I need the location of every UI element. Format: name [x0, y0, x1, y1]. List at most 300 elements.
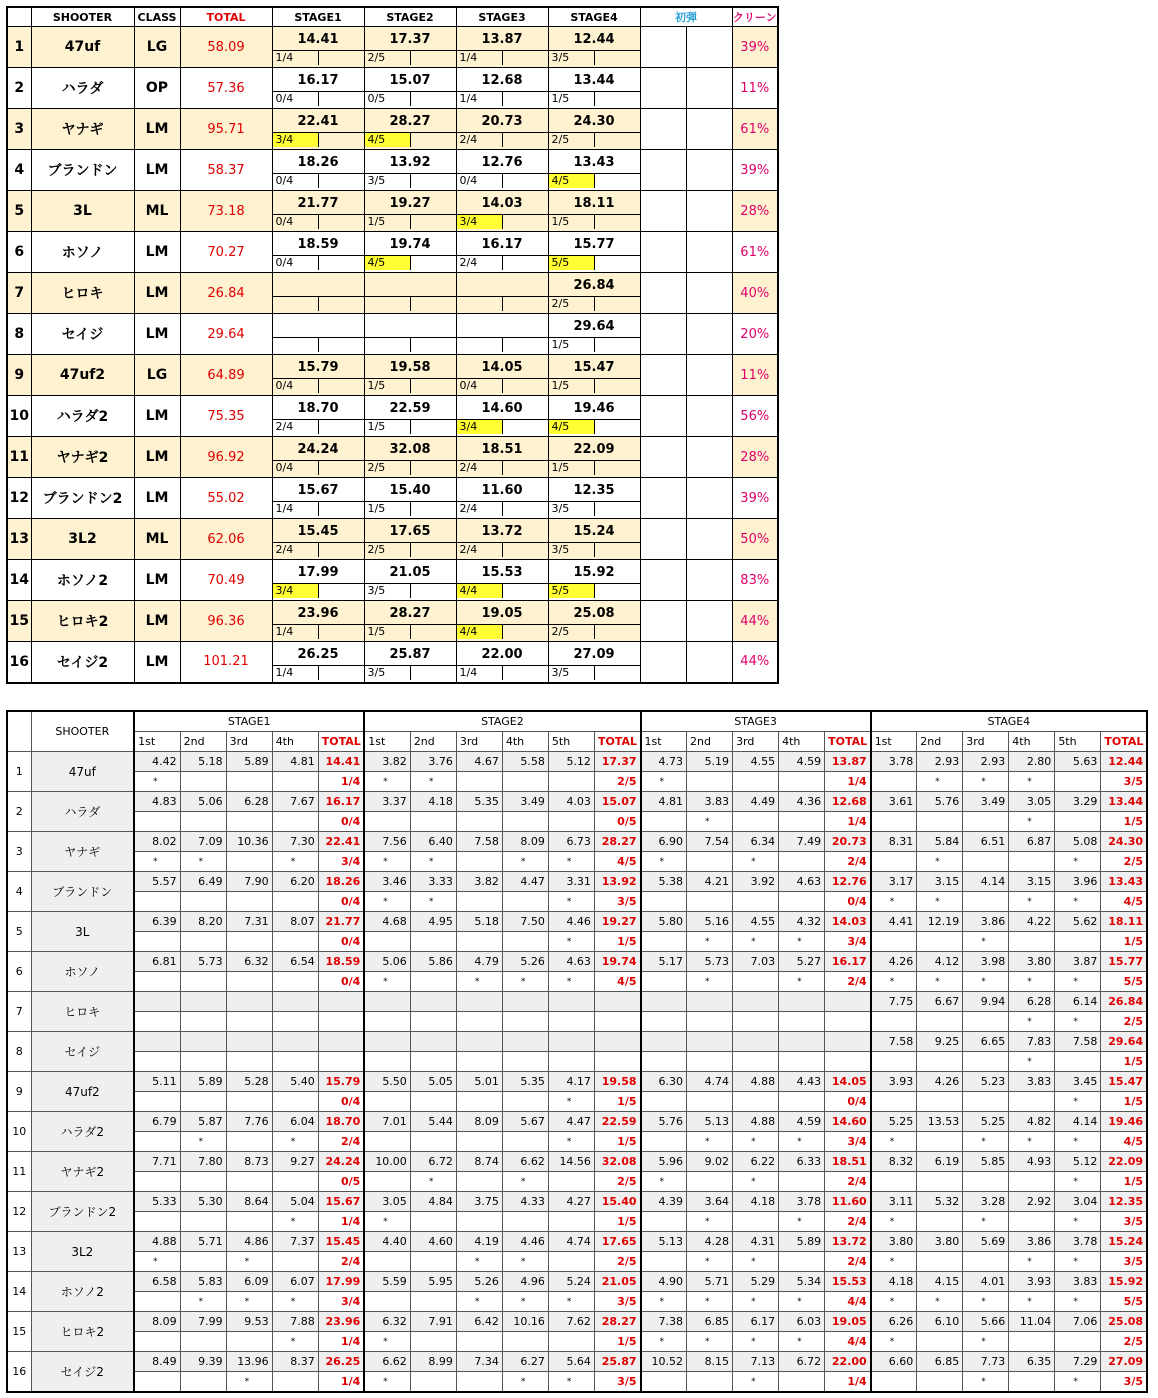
- stage-cell: [548, 601, 640, 642]
- shot-star: *: [1009, 772, 1055, 792]
- shot-star: [410, 972, 456, 992]
- shot-star: [687, 772, 733, 792]
- shot-star: [134, 1292, 180, 1312]
- clean-rate: 20%: [732, 314, 778, 355]
- stage-cell: [272, 642, 364, 683]
- stage-time: 29.64: [573, 319, 615, 334]
- shot-star: *: [733, 852, 779, 872]
- shot-star: [410, 1212, 456, 1232]
- shot-star: [456, 1052, 502, 1072]
- stage-clean-count: 4/5: [1101, 892, 1147, 912]
- shot-time: 9.53: [226, 1312, 272, 1332]
- stage-sub-blank: [595, 461, 640, 475]
- shot-star: [917, 1132, 963, 1152]
- shot-star: [134, 1052, 180, 1072]
- shot-star: [226, 892, 272, 912]
- first-shot-cell-b: [686, 396, 732, 437]
- shot-time: 6.87: [1009, 832, 1055, 852]
- shot-star: *: [963, 772, 1009, 792]
- detail-shooter-name: ハラダ: [31, 792, 134, 832]
- shot-time: 3.82: [456, 872, 502, 892]
- shot-star: [963, 1172, 1009, 1192]
- stage-sub-blank: [319, 92, 364, 106]
- shot-time: 5.89: [226, 752, 272, 772]
- shot-time: 14.56: [548, 1152, 594, 1172]
- shot-time: 4.88: [733, 1072, 779, 1092]
- shot-star: *: [410, 1172, 456, 1192]
- shot-star: [226, 812, 272, 832]
- stage-clean-count: 1/5: [549, 338, 595, 352]
- shot-star: [917, 1052, 963, 1072]
- shot-star: *: [180, 1292, 226, 1312]
- shot-star: [641, 972, 687, 992]
- shot-star: [226, 932, 272, 952]
- stage-cell: [456, 191, 548, 232]
- stage-cell: [272, 109, 364, 150]
- shot-time: 4.14: [963, 872, 1009, 892]
- stage-total: 15.53: [825, 1272, 871, 1292]
- stage-sub-blank: [503, 502, 548, 516]
- shot-star: *: [548, 1132, 594, 1152]
- stage-time: 15.92: [573, 565, 615, 580]
- shot-time: 4.36: [779, 792, 825, 812]
- detail-row-times: [7, 792, 1147, 812]
- shot-time: 10.36: [226, 832, 272, 852]
- shot-time: 5.12: [1055, 1152, 1101, 1172]
- stage-cell: [456, 601, 548, 642]
- shot-time: [134, 1032, 180, 1052]
- shot-time: 4.86: [226, 1232, 272, 1252]
- first-shot-cell-a: [640, 109, 686, 150]
- shot-star: *: [1055, 1252, 1101, 1272]
- stage-total: 19.74: [594, 952, 640, 972]
- detail-shooter-name: ヒロキ2: [31, 1312, 134, 1352]
- stage-total: 13.44: [1101, 792, 1147, 812]
- stage-clean-count: 3/4: [457, 420, 503, 434]
- detail-rank: 6: [7, 952, 31, 992]
- shot-star: *: [963, 1372, 1009, 1393]
- shot-star: [180, 1092, 226, 1112]
- stage-total-header: TOTAL: [594, 732, 640, 752]
- shot-time: 5.84: [917, 832, 963, 852]
- shot-star: *: [1009, 812, 1055, 832]
- shot-star: [733, 1052, 779, 1072]
- shot-time: 7.06: [1055, 1312, 1101, 1332]
- stage-cell: [548, 273, 640, 314]
- shot-time: 5.06: [180, 792, 226, 812]
- stage-sub-blank: [319, 420, 364, 434]
- clean-rate: 39%: [732, 150, 778, 191]
- stage-clean-count: [273, 297, 319, 311]
- detail-header-stage: STAGE3: [641, 711, 871, 732]
- stage-sub-blank: [411, 174, 456, 188]
- stage-time: 19.74: [389, 237, 431, 252]
- shot-star: [456, 852, 502, 872]
- stage-cell: [456, 314, 548, 355]
- shot-time: 7.88: [272, 1312, 318, 1332]
- stage-sub-blank: [411, 256, 456, 270]
- shot-star: *: [226, 1372, 272, 1393]
- shot-star: *: [548, 972, 594, 992]
- detail-row-clean: [7, 1372, 1147, 1393]
- stage-sub-blank: [595, 338, 640, 352]
- shot-time: 5.67: [502, 1112, 548, 1132]
- shot-time: 7.29: [1055, 1352, 1101, 1372]
- stage-time: 15.45: [297, 524, 339, 539]
- stage-sub-blank: [595, 543, 640, 557]
- shot-time: 7.01: [364, 1112, 410, 1132]
- stage-clean-count: 1/5: [594, 1132, 640, 1152]
- shot-star: *: [134, 852, 180, 872]
- shot-star: *: [134, 1252, 180, 1272]
- shot-star: [917, 932, 963, 952]
- shot-time: 7.73: [963, 1352, 1009, 1372]
- stage-clean-count: 1/5: [365, 379, 411, 393]
- stage-clean-count: 2/5: [549, 625, 595, 639]
- shot-time: 4.55: [733, 912, 779, 932]
- stage-time: 15.77: [573, 237, 615, 252]
- stage-sub-blank: [411, 338, 456, 352]
- stage-sub-blank: [411, 92, 456, 106]
- stage-clean-count: 1/5: [549, 379, 595, 393]
- summary-row: [7, 273, 778, 314]
- shot-star: *: [502, 1292, 548, 1312]
- summary-row: [7, 232, 778, 273]
- shot-time: 5.85: [963, 1152, 1009, 1172]
- shot-time: 2.93: [917, 752, 963, 772]
- shot-star: [364, 932, 410, 952]
- stage-cell: [272, 519, 364, 560]
- shot-star: *: [963, 972, 1009, 992]
- stage-clean-count: 2/4: [457, 461, 503, 475]
- shot-time: 5.44: [410, 1112, 456, 1132]
- shot-star: [134, 1092, 180, 1112]
- shot-star: [134, 1012, 180, 1032]
- detail-row-times: [7, 1072, 1147, 1092]
- shot-star: *: [871, 1212, 917, 1232]
- shot-time: 5.83: [180, 1272, 226, 1292]
- total-cell: 70.27: [180, 232, 272, 273]
- stage-total: 28.27: [594, 832, 640, 852]
- summary-row: [7, 355, 778, 396]
- shot-time: 6.26: [871, 1312, 917, 1332]
- rank-cell: 10: [7, 396, 31, 437]
- shot-star: [272, 1052, 318, 1072]
- shot-star: [871, 1172, 917, 1192]
- shot-header: 3rd: [963, 732, 1009, 752]
- shot-star: [1055, 1052, 1101, 1072]
- shot-header: 5th: [1055, 732, 1101, 752]
- stage-clean-count: 1/5: [1101, 1172, 1147, 1192]
- rank-cell: 7: [7, 273, 31, 314]
- class-cell: LM: [134, 560, 180, 601]
- rank-cell: 12: [7, 478, 31, 519]
- stage-time: 14.41: [297, 32, 339, 47]
- shot-time: 5.87: [180, 1112, 226, 1132]
- shot-time: 3.80: [1009, 952, 1055, 972]
- detail-rank: 12: [7, 1192, 31, 1232]
- stage-sub-blank: [595, 625, 640, 639]
- shot-header: 4th: [1009, 732, 1055, 752]
- shot-time: 4.63: [779, 872, 825, 892]
- stage-time: 14.03: [481, 196, 523, 211]
- shot-time: 4.81: [641, 792, 687, 812]
- detail-rank: 13: [7, 1232, 31, 1272]
- stage-clean-count: 2/4: [825, 852, 871, 872]
- stage-clean-count: 1/4: [457, 51, 503, 65]
- shot-time: 7.54: [687, 832, 733, 852]
- shot-time: 4.59: [779, 1112, 825, 1132]
- stage-total: 25.08: [1101, 1312, 1147, 1332]
- shot-time: [779, 1032, 825, 1052]
- stage-total: 18.26: [318, 872, 364, 892]
- stage-total: 11.60: [825, 1192, 871, 1212]
- stage-clean-count: 3/5: [1101, 1212, 1147, 1232]
- shot-star: [180, 772, 226, 792]
- shot-time: 4.46: [548, 912, 594, 932]
- shot-star: [456, 1372, 502, 1393]
- detail-row-times: [7, 1232, 1147, 1252]
- shot-star: [180, 892, 226, 912]
- first-shot-cell-a: [640, 68, 686, 109]
- shot-star: [1055, 812, 1101, 832]
- shot-star: [410, 1012, 456, 1032]
- stage-cell: [364, 314, 456, 355]
- clean-rate: 11%: [732, 68, 778, 109]
- stage-cell: [456, 273, 548, 314]
- shot-time: 5.28: [226, 1072, 272, 1092]
- stage-clean-count: 0/5: [365, 92, 411, 106]
- stage-total: 15.92: [1101, 1272, 1147, 1292]
- shot-time: 3.78: [871, 752, 917, 772]
- first-shot-cell-b: [686, 109, 732, 150]
- shot-star: [871, 1012, 917, 1032]
- shot-time: 3.11: [871, 1192, 917, 1212]
- stage-clean-count: [318, 1052, 364, 1072]
- shot-time: 13.53: [917, 1112, 963, 1132]
- shot-star: [871, 772, 917, 792]
- detail-row-clean: [7, 852, 1147, 872]
- shot-time: 5.62: [1055, 912, 1101, 932]
- detail-row-times: [7, 1112, 1147, 1132]
- shot-time: 6.32: [364, 1312, 410, 1332]
- stage-time: 19.27: [389, 196, 431, 211]
- shot-time: 8.31: [871, 832, 917, 852]
- summary-row: [7, 437, 778, 478]
- shot-time: 2.93: [963, 752, 1009, 772]
- detail-row-times: [7, 872, 1147, 892]
- stage-time: 17.99: [297, 565, 339, 580]
- stage-total: 17.99: [318, 1272, 364, 1292]
- stage-sub-blank: [319, 379, 364, 393]
- shot-time: 5.89: [180, 1072, 226, 1092]
- shot-star: *: [1055, 1132, 1101, 1152]
- shot-time: 8.64: [226, 1192, 272, 1212]
- shot-time: 3.61: [871, 792, 917, 812]
- stage-sub-blank: [503, 174, 548, 188]
- summary-row: [7, 314, 778, 355]
- shot-star: [456, 1332, 502, 1352]
- first-shot-cell-b: [686, 314, 732, 355]
- stage-clean-count: 4/5: [549, 174, 595, 188]
- rank-cell: 14: [7, 560, 31, 601]
- detail-row-times: [7, 912, 1147, 932]
- stage-total: 19.27: [594, 912, 640, 932]
- shooter-name: 47uf2: [31, 355, 134, 396]
- shot-time: 5.58: [502, 752, 548, 772]
- shot-star: [410, 1132, 456, 1152]
- stage-clean-count: 2/5: [1101, 1332, 1147, 1352]
- stage-clean-count: 2/5: [594, 1252, 640, 1272]
- summary-row: [7, 68, 778, 109]
- summary-row: [7, 191, 778, 232]
- first-shot-cell-a: [640, 314, 686, 355]
- shot-time: 5.06: [364, 952, 410, 972]
- shot-time: 4.12: [917, 952, 963, 972]
- detail-row-clean: [7, 1132, 1147, 1152]
- shot-star: *: [779, 932, 825, 952]
- shot-star: [963, 892, 1009, 912]
- shot-star: [1055, 1332, 1101, 1352]
- stage-sub-blank: [411, 215, 456, 229]
- shot-time: 4.21: [687, 872, 733, 892]
- shot-star: [134, 932, 180, 952]
- detail-row-clean: [7, 932, 1147, 952]
- stage-time: 16.17: [297, 73, 339, 88]
- stage-total: 32.08: [594, 1152, 640, 1172]
- rank-cell: 11: [7, 437, 31, 478]
- shot-star: [733, 1092, 779, 1112]
- stage-total: 25.87: [594, 1352, 640, 1372]
- shot-time: 3.15: [1009, 872, 1055, 892]
- stage-sub-blank: [503, 584, 548, 598]
- rank-cell: 15: [7, 601, 31, 642]
- summary-row: [7, 601, 778, 642]
- summary-row: [7, 478, 778, 519]
- detail-rank: 1: [7, 752, 31, 792]
- stage-clean-count: [825, 1012, 871, 1032]
- shot-star: [180, 1012, 226, 1032]
- summary-header-row: [7, 7, 778, 27]
- class-cell: OP: [134, 68, 180, 109]
- stage-total: 21.05: [594, 1272, 640, 1292]
- stage-clean-count: 0/5: [318, 1172, 364, 1192]
- shot-star: [410, 1052, 456, 1072]
- shot-star: *: [548, 932, 594, 952]
- shot-star: *: [364, 852, 410, 872]
- stage-clean-count: 1/5: [1101, 1052, 1147, 1072]
- shot-time: 4.26: [917, 1072, 963, 1092]
- shot-star: [733, 972, 779, 992]
- shot-star: [548, 1332, 594, 1352]
- stage-clean-count: 0/4: [273, 92, 319, 106]
- stage-clean-count: 1/5: [549, 461, 595, 475]
- shot-time: 6.27: [502, 1352, 548, 1372]
- shot-star: [134, 972, 180, 992]
- stage-sub-blank: [319, 215, 364, 229]
- shot-star: *: [410, 892, 456, 912]
- shot-time: 3.80: [871, 1232, 917, 1252]
- first-shot-cell-a: [640, 642, 686, 683]
- shot-star: *: [272, 1292, 318, 1312]
- shot-time: 5.80: [641, 912, 687, 932]
- stage-time: [365, 316, 456, 337]
- stage-cell: [364, 519, 456, 560]
- shot-time: 6.04: [272, 1112, 318, 1132]
- stage-sub-blank: [319, 461, 364, 475]
- shooter-name: ヒロキ: [31, 273, 134, 314]
- shot-time: 5.63: [1055, 752, 1101, 772]
- shot-star: [641, 1052, 687, 1072]
- stage-clean-count: 3/5: [1101, 1252, 1147, 1272]
- shot-star: *: [779, 972, 825, 992]
- shot-time: 6.65: [963, 1032, 1009, 1052]
- class-cell: LM: [134, 437, 180, 478]
- first-shot-cell-b: [686, 68, 732, 109]
- shot-time: 4.43: [779, 1072, 825, 1092]
- shot-header: 4th: [272, 732, 318, 752]
- shot-time: 2.92: [1009, 1192, 1055, 1212]
- shot-time: 12.19: [917, 912, 963, 932]
- shot-star: [1009, 852, 1055, 872]
- stage-cell: [272, 314, 364, 355]
- shot-star: [502, 1092, 548, 1112]
- header-blank: [7, 7, 31, 27]
- shot-star: *: [733, 1172, 779, 1192]
- stage-clean-count: 3/5: [594, 1292, 640, 1312]
- stage-total: 15.47: [1101, 1072, 1147, 1092]
- shot-time: 4.40: [364, 1232, 410, 1252]
- stage-sub-blank: [503, 379, 548, 393]
- detail-row-times: [7, 1192, 1147, 1212]
- shot-star: *: [364, 892, 410, 912]
- shot-time: 4.95: [410, 912, 456, 932]
- stage-clean-count: 3/4: [273, 133, 319, 147]
- stage-total: 14.05: [825, 1072, 871, 1092]
- shot-star: [963, 1092, 1009, 1112]
- shot-star: *: [687, 1332, 733, 1352]
- shot-time: 5.16: [687, 912, 733, 932]
- stage-sub-blank: [411, 379, 456, 393]
- stage-clean-count: 3/5: [549, 666, 595, 680]
- shot-star: [180, 1372, 226, 1393]
- stage-sub-blank: [503, 461, 548, 475]
- shot-star: [272, 892, 318, 912]
- shot-time: 6.58: [134, 1272, 180, 1292]
- stage-cell: [548, 232, 640, 273]
- shot-star: [272, 1012, 318, 1032]
- shot-star: [917, 1372, 963, 1393]
- clean-rate: 39%: [732, 478, 778, 519]
- shot-time: 7.38: [641, 1312, 687, 1332]
- summary-row: [7, 150, 778, 191]
- shot-star: [134, 1132, 180, 1152]
- shot-time: 3.17: [871, 872, 917, 892]
- shot-header: 5th: [548, 732, 594, 752]
- shot-star: *: [687, 1252, 733, 1272]
- stage-total: 17.65: [594, 1232, 640, 1252]
- shot-star: [641, 1092, 687, 1112]
- rank-cell: 3: [7, 109, 31, 150]
- stage-sub-blank: [411, 625, 456, 639]
- shot-time: 4.46: [502, 1232, 548, 1252]
- shot-star: *: [502, 1252, 548, 1272]
- stage-cell: [272, 478, 364, 519]
- shot-time: 3.49: [502, 792, 548, 812]
- stage-clean-count: 0/4: [318, 972, 364, 992]
- shot-star: *: [963, 1332, 1009, 1352]
- shot-star: *: [963, 932, 1009, 952]
